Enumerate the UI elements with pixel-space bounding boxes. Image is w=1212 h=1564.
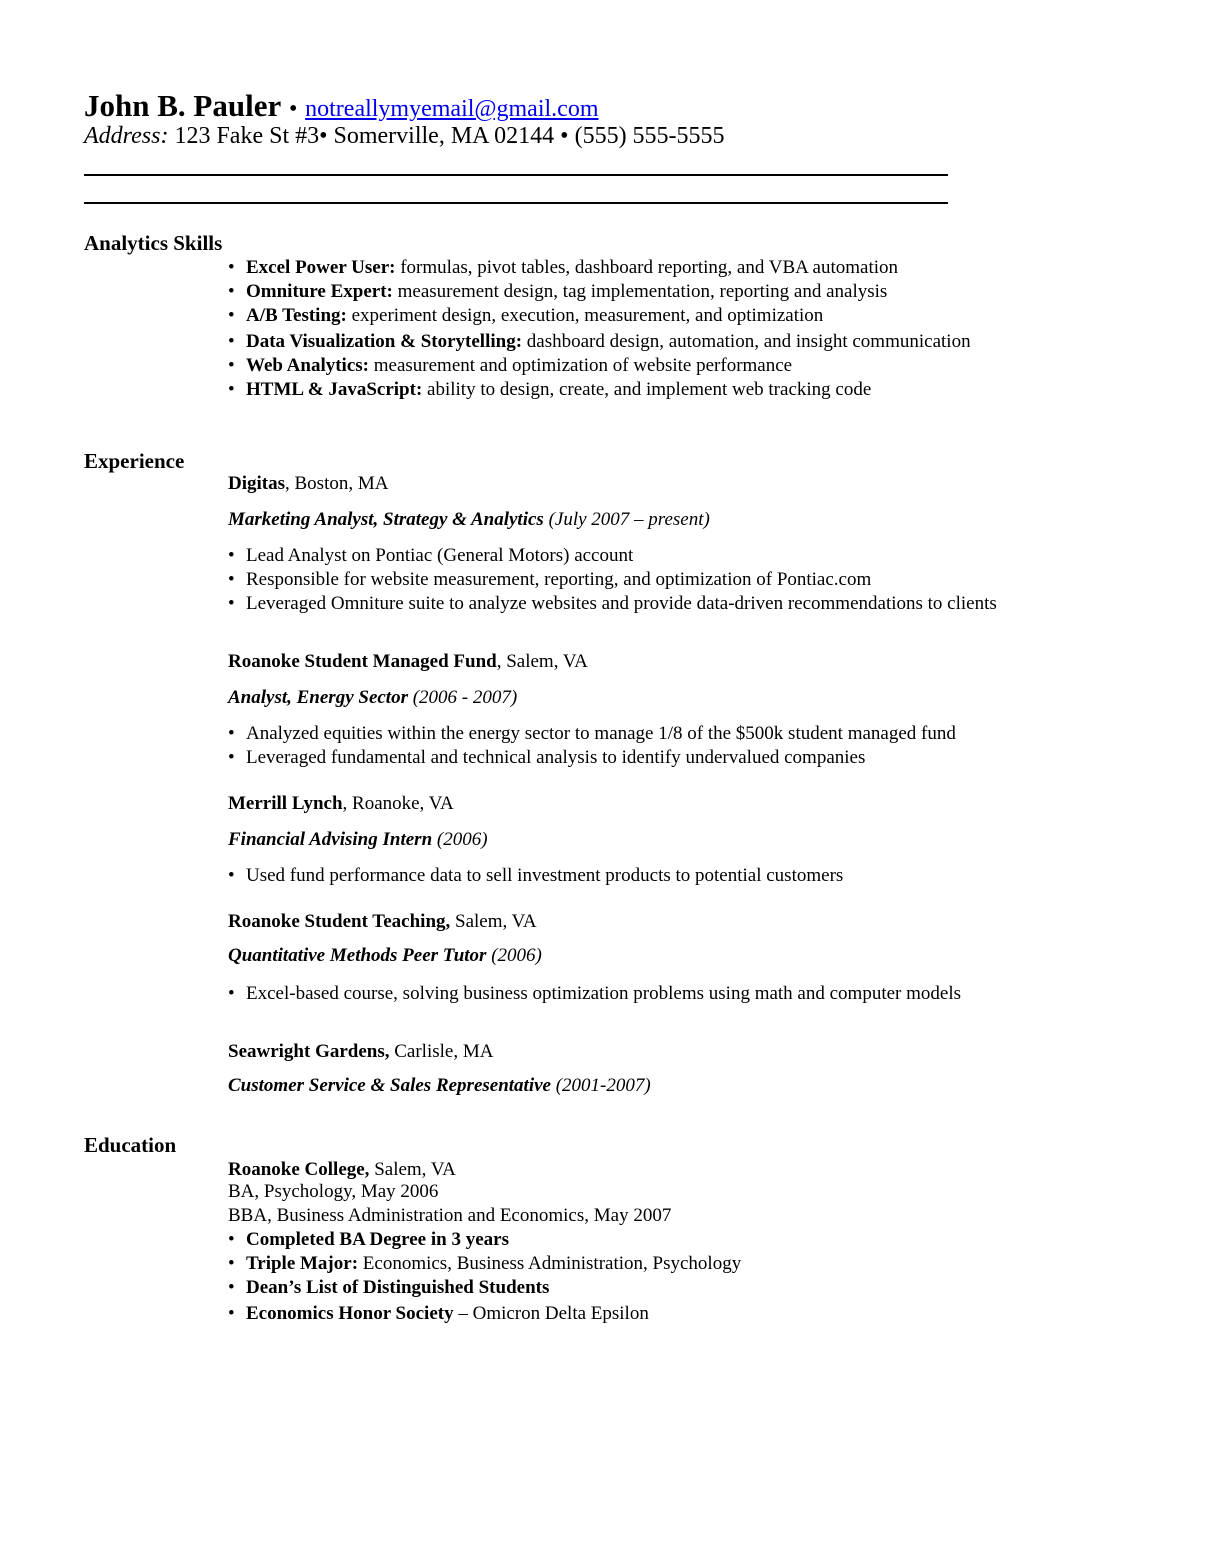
bullet-icon: •: [228, 379, 235, 400]
employer-location: , Boston, MA: [285, 473, 389, 494]
employer-line: [228, 472, 388, 496]
address-value: 123 Fake St #3• Somerville, MA 02144 • (555) 555-5555: [174, 123, 725, 149]
skill-item: • Web Analytics: measurement and optimization of website performance: [228, 355, 793, 376]
job-bullet: • Excel-based course, solving business optimization problems using math and computer models: [228, 983, 962, 1004]
bullet-icon: •: [228, 355, 235, 376]
employer-line: [228, 650, 588, 674]
degree-line: BA, Psychology, May 2006: [228, 1181, 439, 1202]
job-title-line: [228, 686, 517, 710]
section-title-skills: Analytics Skills: [84, 231, 223, 255]
header-separator: •: [288, 96, 298, 122]
employer-line: [228, 1040, 493, 1064]
bullet-icon: •: [228, 747, 235, 768]
job-dates: (2006): [432, 829, 488, 850]
employer-location: , Salem, VA: [496, 651, 588, 672]
job-dates: (2006): [486, 945, 542, 966]
degree-line: BBA, Business Administration and Economics, May 2007: [228, 1205, 672, 1226]
education-bullet: • Completed BA Degree in 3 years: [228, 1229, 509, 1250]
job-bullet: • Leveraged Omniture suite to analyze websites and provide data-driven recommendations to clients: [228, 593, 997, 614]
job-bullet: • Analyzed equities within the energy sector to manage 1/8 of the $500k student managed fund: [228, 723, 956, 744]
employer-location: , Roanoke, VA: [342, 793, 454, 814]
education-bullet: • Dean’s List of Distinguished Students: [228, 1277, 550, 1298]
bullet-icon: •: [228, 1229, 235, 1250]
job-bullet: • Lead Analyst on Pontiac (General Motors) account: [228, 545, 634, 566]
employer-location: Carlisle, MA: [389, 1041, 494, 1062]
job-bullet: • Leveraged fundamental and technical analysis to identify undervalued companies: [228, 747, 866, 768]
job-title: Financial Advising Intern: [228, 829, 433, 850]
candidate-name: John B. Pauler: [84, 88, 282, 123]
employer-name: Roanoke Student Teaching,: [228, 911, 451, 932]
bullet-icon: •: [228, 569, 235, 590]
bullet-icon: •: [228, 593, 235, 614]
bullet-icon: •: [228, 1303, 235, 1324]
section-title-education: Education: [84, 1133, 177, 1157]
employer-name: Roanoke Student Managed Fund: [228, 651, 497, 672]
bullet-icon: •: [228, 545, 235, 566]
job-title-line: [228, 1074, 651, 1098]
skill-item: • HTML & JavaScript: ability to design, create, and implement web tracking code: [228, 379, 872, 400]
job-title-line: [228, 508, 710, 532]
job-dates: (July 2007 – present): [543, 509, 710, 530]
job-title-line: [228, 944, 542, 968]
employer-name: Seawright Gardens,: [228, 1041, 390, 1062]
skill-item: • Excel Power User: formulas, pivot tables, dashboard reporting, and VBA automation: [228, 257, 899, 278]
employer-location: Salem, VA: [450, 911, 537, 932]
job-title: Analyst, Energy Sector: [228, 687, 408, 708]
skill-item: • Data Visualization & Storytelling: dashboard design, automation, and insight communication: [228, 331, 971, 352]
section-title-experience: Experience: [84, 449, 185, 473]
bullet-icon: •: [228, 257, 235, 278]
job-dates: (2006 - 2007): [407, 687, 518, 708]
employer-name: Digitas: [228, 473, 285, 494]
bullet-icon: •: [228, 1253, 235, 1274]
email-link[interactable]: notreallymyemail@gmail.com: [305, 96, 599, 122]
bullet-icon: •: [228, 331, 235, 352]
job-title: Customer Service & Sales Representative: [228, 1075, 551, 1096]
bullet-icon: •: [228, 305, 235, 326]
bullet-icon: •: [228, 723, 235, 744]
employer-line: [228, 792, 454, 816]
header-address-line: [84, 121, 725, 151]
bullet-icon: •: [228, 1277, 235, 1298]
school-line: [228, 1158, 456, 1182]
school-location: Salem, VA: [369, 1159, 456, 1180]
bullet-icon: •: [228, 865, 235, 886]
school-name: Roanoke College,: [228, 1159, 370, 1180]
address-label: Address:: [84, 123, 169, 149]
header-rule-top: [84, 174, 948, 176]
job-title-line: [228, 828, 488, 852]
job-title: Marketing Analyst, Strategy & Analytics: [228, 509, 544, 530]
job-title: Quantitative Methods Peer Tutor: [228, 945, 487, 966]
employer-line: [228, 910, 537, 934]
bullet-icon: •: [228, 983, 235, 1004]
job-bullet: • Used fund performance data to sell investment products to potential customers: [228, 865, 844, 886]
bullet-icon: •: [228, 281, 235, 302]
education-bullet: • Economics Honor Society – Omicron Delta Epsilon: [228, 1303, 649, 1324]
job-bullet: • Responsible for website measurement, reporting, and optimization of Pontiac.com: [228, 569, 872, 590]
education-bullet: • Triple Major: Economics, Business Administration, Psychology: [228, 1253, 742, 1274]
employer-name: Merrill Lynch: [228, 793, 343, 814]
skill-item: • Omniture Expert: measurement design, tag implementation, reporting and analysis: [228, 281, 888, 302]
job-dates: (2001-2007): [550, 1075, 651, 1096]
skill-item: • A/B Testing: experiment design, execution, measurement, and optimization: [228, 305, 824, 326]
header-rule-bottom: [84, 202, 948, 204]
